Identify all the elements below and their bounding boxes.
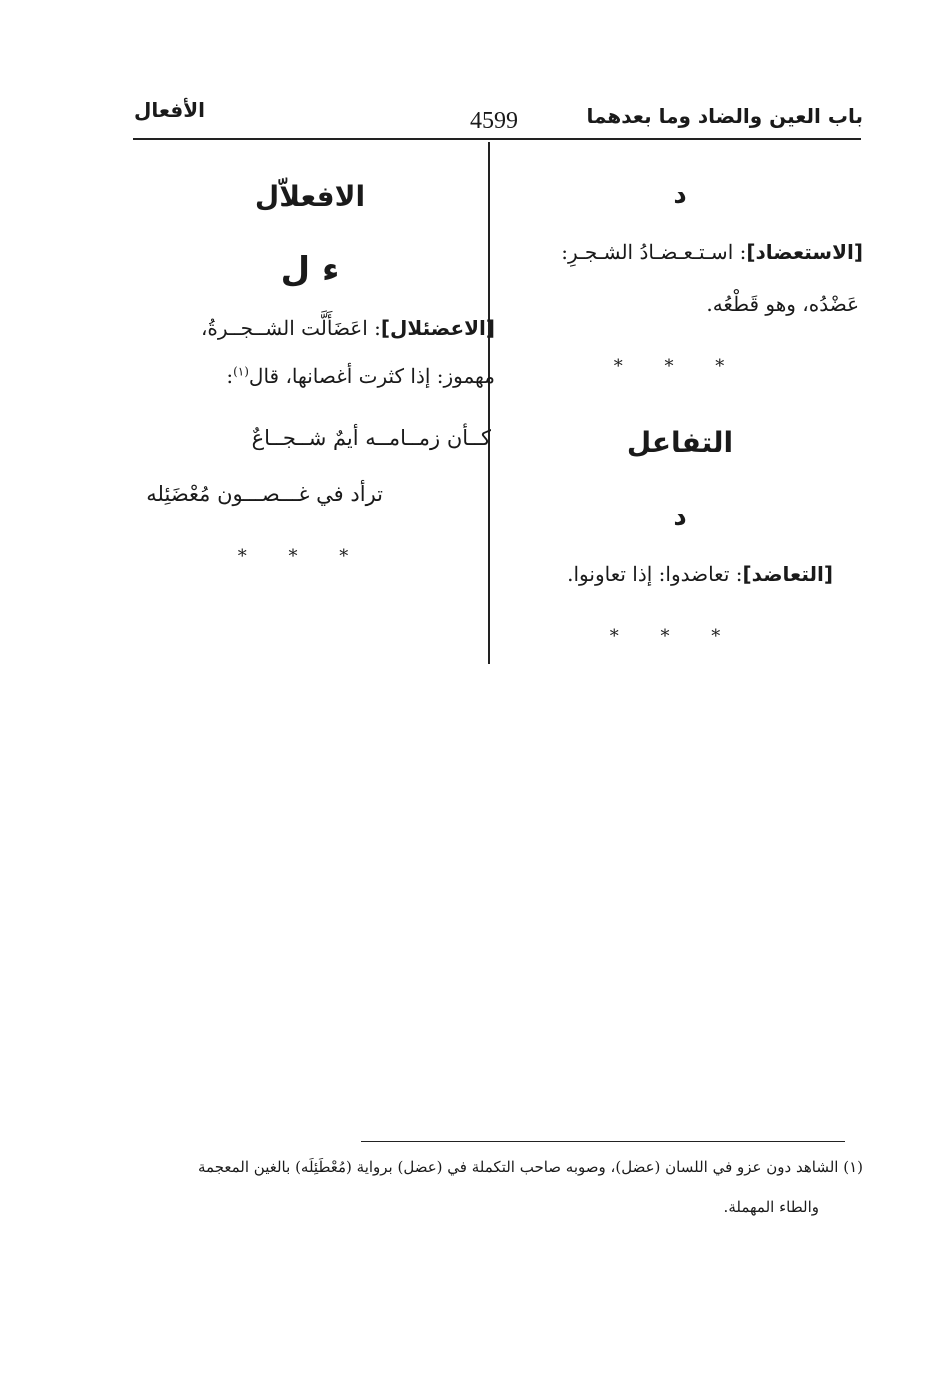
right-entry1-text: : اسـتـعـضـادُ الشـجـرِ:	[561, 240, 747, 264]
page-number: 4599	[470, 108, 518, 134]
section-title: الأفعال	[134, 98, 205, 122]
left-entry-line2	[226, 364, 495, 388]
header-rule	[133, 138, 861, 140]
right-entry2-text: : تعاضدوا: إذا تعاونوا.	[567, 562, 743, 586]
chapter-title: باب العين والضاد وما بعدهما	[586, 104, 863, 128]
right-separator-2: * * *	[609, 626, 739, 647]
right-letter-2: د	[673, 502, 687, 532]
right-entry2-keyword: [التعاضد]	[742, 562, 833, 586]
footnote-ref: (١)	[233, 364, 249, 379]
right-entry1-line2: عَضْدُه، وهو قَطْعُه.	[706, 292, 859, 316]
left-entry-keyword: [الاعضئلال]	[380, 316, 495, 340]
column-divider	[488, 142, 490, 664]
right-entry1-keyword: [الاستعضاد]	[746, 240, 863, 264]
left-heading: الافعلاّل	[254, 180, 366, 213]
footnote-line-1: (١) الشاهد دون عزو في اللسان (عضل)، وصوبه صاحب التكملة في (عضل) برواية (مُعْطَئِلَه) بالغين المعجمة	[198, 1158, 863, 1176]
footnote-line-2: والطاء المهملة.	[723, 1198, 819, 1216]
verse-line-2: ترأد في غـــصـــون مُعْضَئِله	[146, 482, 383, 506]
right-entry1-line1	[561, 240, 863, 264]
left-entry-text: : اعَضَأَلَّت الشــجــرةُ،	[200, 316, 381, 340]
right-separator-1: * * *	[613, 356, 743, 377]
left-separator: * * *	[237, 546, 367, 567]
verse-line-1: كــأن زمــامــه أيمٌ شــجــاعٌ	[251, 426, 491, 450]
left-entry-line2-colon: :	[226, 364, 234, 388]
left-entry-line2-text: مهموز: إذا كثرت أغصانها، قال	[248, 364, 495, 388]
left-root: ء ل	[280, 250, 340, 290]
right-letter-1: د	[673, 180, 687, 210]
footnote-rule	[361, 1141, 845, 1142]
right-heading-2: التفاعل	[626, 426, 734, 459]
right-entry2	[567, 562, 833, 586]
left-entry-line1	[201, 316, 495, 340]
